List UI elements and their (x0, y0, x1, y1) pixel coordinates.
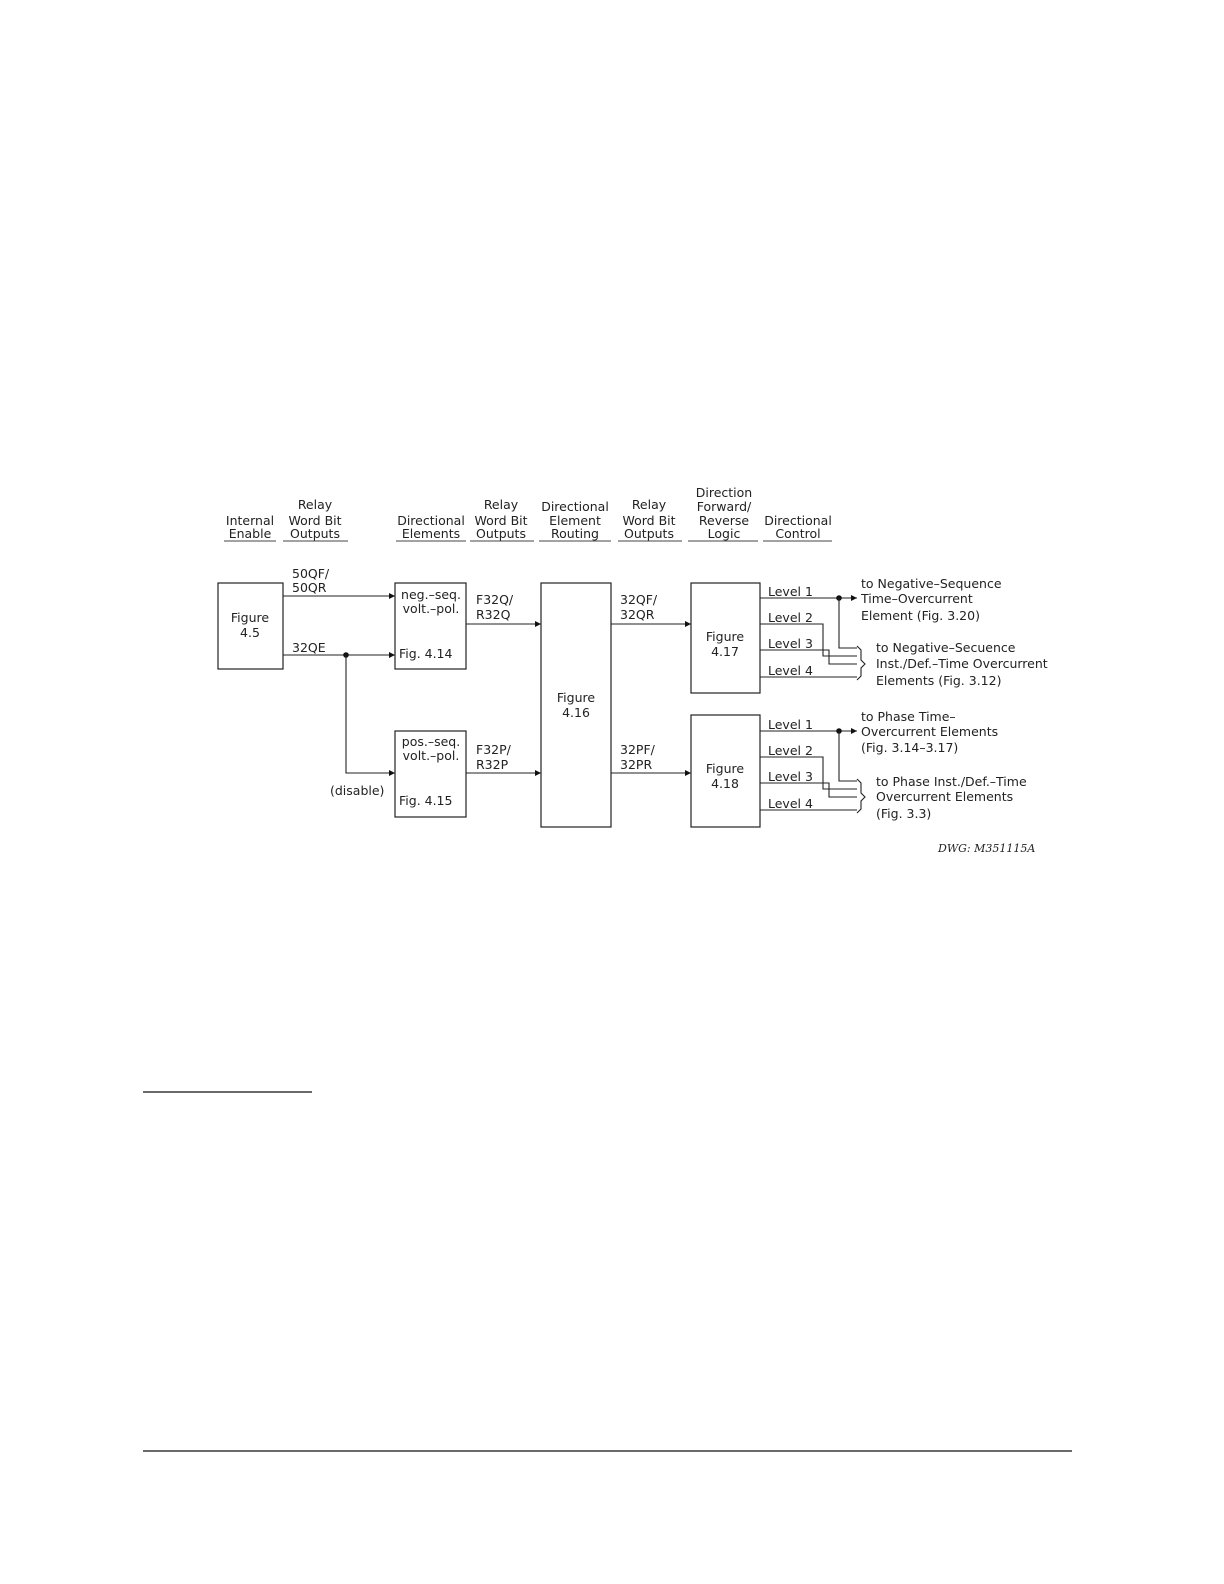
header-fwdrev-line2: Forward/ (696, 499, 752, 514)
block-figure-4-17 (691, 583, 760, 693)
upper-level-2: Level 2 (768, 610, 813, 625)
signal-32p-line2: 32PR (620, 757, 653, 772)
block-neg-seq-line2: volt.–pol. (402, 601, 460, 616)
dest-neg-toc-line2: Time–Overcurrent (861, 591, 973, 606)
lower-level-4: Level 4 (768, 796, 813, 811)
header-rwb3-line1: Relay (631, 497, 667, 512)
signal-f32q-r32q (466, 592, 541, 624)
dest-phase-inst-def-time (876, 774, 1027, 821)
dest-phase-inst-line3: (Fig. 3.3) (876, 806, 932, 821)
signal-32q-line2: 32QR (620, 607, 655, 622)
signal-32qf-32qr (611, 592, 691, 624)
header-dir-elements-line1: Directional (397, 513, 465, 528)
signal-f32p-line2: R32P (476, 757, 509, 772)
block-neg-seq-line1: neg.–seq. (401, 587, 461, 602)
dest-neg-toc-line1: to Negative–Sequence (861, 576, 1002, 591)
header-dir-elements-line2: Elements (401, 526, 461, 541)
block-figure-4-5-line2: 4.5 (240, 625, 260, 640)
signal-50q-line1: 50QF/ (292, 566, 330, 581)
header-internal-enable-line2: Enable (228, 526, 272, 541)
block-figure-4-18-line1: Figure (705, 761, 745, 776)
header-dir-control-line2: Control (775, 526, 821, 541)
header-rwb3-line3: Outputs (624, 526, 674, 541)
dest-phase-inst-line2: Overcurrent Elements (876, 789, 1014, 804)
dest-phase-toc-line2: Overcurrent Elements (861, 724, 999, 739)
signal-50qf-50qr (283, 566, 395, 596)
signal-32qe-label: 32QE (292, 640, 326, 655)
dest-neg-inst-line3: Elements (Fig. 3.12) (876, 673, 1002, 688)
block-neg-seq-volt-pol (395, 583, 466, 669)
signal-32pf-32pr (611, 742, 691, 773)
block-figure-4-18 (691, 715, 760, 827)
header-fwdrev-line1: Direction (695, 485, 753, 500)
header-directional-control (763, 513, 832, 541)
brace-lower (857, 779, 865, 813)
block-pos-seq-line1: pos.–seq. (401, 734, 461, 749)
block-pos-seq-volt-pol (395, 731, 466, 817)
signal-f32q-line2: R32Q (476, 607, 511, 622)
block-neg-seq-ref: Fig. 4.14 (399, 646, 453, 661)
header-internal-enable-line1: Internal (225, 513, 275, 528)
signal-32p-line1: 32PF/ (620, 742, 655, 757)
header-directional-element-routing (539, 499, 611, 541)
lower-level-1: Level 1 (768, 717, 813, 732)
header-rwb1-line2: Word Bit (288, 513, 342, 528)
block-figure-4-17-line2: 4.17 (711, 644, 739, 659)
header-rwb1-line1: Relay (297, 497, 333, 512)
header-direction-forward-reverse-logic (688, 485, 758, 541)
upper-level-lines (760, 584, 865, 680)
block-figure-4-16-line1: Figure (556, 690, 596, 705)
block-pos-seq-ref: Fig. 4.15 (399, 793, 453, 808)
dest-phase-toc-line1: to Phase Time– (861, 709, 956, 724)
header-fwdrev-line4: Logic (707, 526, 741, 541)
signal-32qe (283, 640, 395, 798)
block-figure-4-16-line2: 4.16 (562, 705, 590, 720)
dest-negative-sequence-time-overcurrent (860, 576, 1002, 623)
lower-level-2: Level 2 (768, 743, 813, 758)
upper-level-4: Level 4 (768, 663, 813, 678)
header-dir-control-line1: Directional (764, 513, 832, 528)
signal-f32p-line1: F32P/ (476, 742, 511, 757)
signal-f32q-line1: F32Q/ (476, 592, 514, 607)
dest-neg-toc-line3: Element (Fig. 3.20) (861, 608, 980, 623)
header-fwdrev-line3: Reverse (698, 513, 750, 528)
lower-level-lines (760, 717, 865, 813)
header-routing-line1: Directional (541, 499, 609, 514)
signal-disable-label: (disable) (330, 783, 385, 798)
signal-f32p-r32p (466, 742, 541, 773)
signal-50q-line2: 50QR (292, 580, 327, 595)
header-rwb2-line2: Word Bit (474, 513, 528, 528)
dest-neg-inst-line1: to Negative–Secuence (876, 640, 1016, 655)
block-pos-seq-line2: volt.–pol. (402, 748, 460, 763)
dest-neg-inst-line2: Inst./Def.–Time Overcurrent (876, 656, 1048, 671)
header-internal-enable (224, 513, 276, 541)
block-figure-4-18-line2: 4.18 (711, 776, 739, 791)
block-figure-4-5 (218, 583, 283, 669)
header-rwb3-line2: Word Bit (622, 513, 676, 528)
header-relay-word-bit-outputs-1 (283, 497, 348, 541)
signal-32q-line1: 32QF/ (620, 592, 658, 607)
block-figure-4-5-line1: Figure (230, 610, 270, 625)
header-relay-word-bit-outputs-2 (470, 497, 534, 541)
drawing-number: DWG: M351115A (938, 842, 1036, 855)
dest-phase-toc-line3: (Fig. 3.14–3.17) (861, 740, 959, 755)
dest-phase-inst-line1: to Phase Inst./Def.–Time (876, 774, 1027, 789)
header-rwb2-line1: Relay (483, 497, 519, 512)
header-routing-line3: Routing (551, 526, 599, 541)
upper-level-3: Level 3 (768, 636, 813, 651)
dest-negative-sequence-inst-def-time (876, 640, 1048, 688)
lower-level-3: Level 3 (768, 769, 813, 784)
header-routing-line2: Element (549, 513, 601, 528)
header-rwb1-line3: Outputs (290, 526, 340, 541)
brace-upper (857, 646, 865, 680)
upper-level-1: Level 1 (768, 584, 813, 599)
header-relay-word-bit-outputs-3 (618, 497, 682, 541)
block-figure-4-16 (541, 583, 611, 827)
block-figure-4-17-line1: Figure (705, 629, 745, 644)
header-rwb2-line3: Outputs (476, 526, 526, 541)
header-directional-elements (396, 513, 466, 541)
dest-phase-time-overcurrent (861, 709, 998, 755)
